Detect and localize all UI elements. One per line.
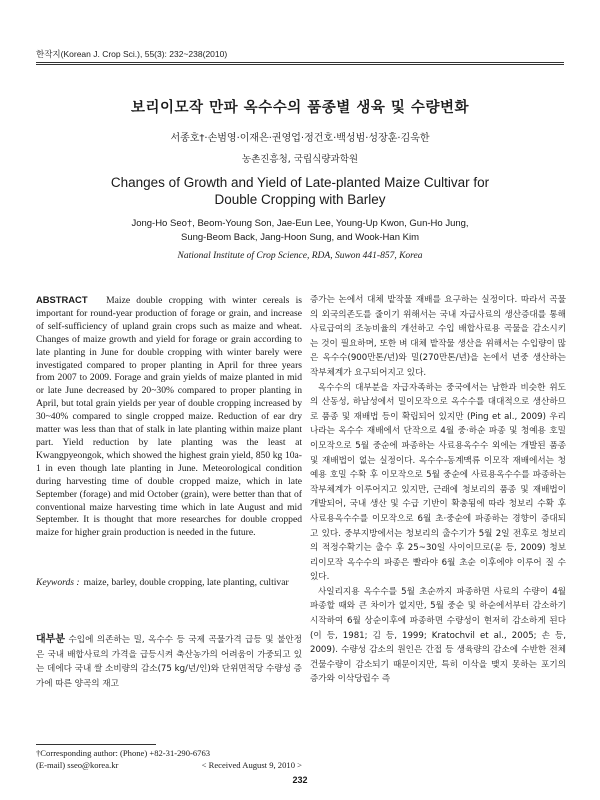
english-title [60,174,540,208]
keywords [36,576,302,589]
header-rule [36,62,564,63]
english-title-line2: Double Cropping with Barley [214,192,386,207]
english-title-line1: Changes of Growth and Yield of Late-planted Maize Cultivar for [110,175,490,190]
english-authors-line2: Sung-Beom Back, Jang-Hoon Sung, and Wook-Han Kim [181,232,419,243]
abstract [36,294,302,540]
intro-paragraph-left [36,633,302,691]
page-number: 232 [292,775,308,785]
footnote [36,748,302,771]
english-authors [60,217,540,245]
right-column [310,293,566,687]
right-paragraph-1: 증가는 논에서 대체 밭작물 재배를 요구하는 실정이다. 따라서 곡물의 외국의존도를 줄이기 위해서는 국내 자급사료의 생산증대를 통해 사료급여의 조농비율의 개선하고 수입 배합사료용 곡물을 감소시키는 것이 필요하며, 또한 벼 대체 밭작물 생산을 위해서는 수입량이 많은 옥수수(900만톤/년)와 밀(270만톤/년)을 논에서 년중 생산하는 작부체계가 요구되어지고 있다. [310,295,566,378]
right-paragraph-3: 사일리지용 옥수수를 5월 초순까지 파종하면 사료의 수량이 4월 파종할 때와 큰 차이가 없지만, 5월 중순 및 하순에서부터 감소하기 시작하여 6월 상순이후에 파종하면 수량성이 현저히 감소하게 된다(이 등, 1981; 김 등, 1999; Kratochvil et al., 2005; 손 등, 2009). 수량성 감소의 원인은 간접 등 생육량의 감소에 수반한 전체 건물수량이 감소되기 때문이지만, 특히 이삭을 맺지 못하는 포기의 증가와 이삭당립수 즉 [310,586,566,685]
abstract-text: Maize double cropping with winter cereals is important for round-year production of forage or grain, and increase of self-sufficiency of upland grain crops such as maize and wheat. Changes of maize growth and yield for forage or grain according to late planting in June for double cropping with winter barely were investigated compared to proper planting in April for three years from 2007 to 2009. Forage and grain yields of maize planted in mid or late June decreased by 20~30% compared to proper planting in April, but total grain yields per year of double cropping increased by 30~40% compared to single cropped maize. Reduction of ear dry matter was less than that of stalk in late planting within maize plant part. Yield reduction by late planting was the least at Kwangpyeongok, which showed the highest grain yield, 850 kg 10a-1 in even though late planting in June. Meteorological condition during harvesting time of double cropped maize, which in late September (forage) and mid October (grain), were better than that of conventional maize harvesting time which in late August and mid September. It is thought that more researches for double cropped maize for higher grain production is needed in the future. [36,295,302,539]
header-rule-thin [36,64,564,65]
keywords-values: maize, barley, double cropping, late planting, cultivar [83,577,289,588]
journal-header: 한작지(Korean J. Crop Sci.), 55(3): 232~238(2010) [36,49,228,59]
abstract-label: ABSTRACT [36,294,88,305]
footnote-received: < Received August 9, 2010 > [201,759,302,770]
korean-authors: 서종호†·손범영·이재은·권영업·정건호·백성범·성장훈·김욱한 [170,133,430,144]
intro-text-left: 수입에 의존하는 밀, 옥수수 등 국제 곡물가격 급등 및 불안정은 국내 배합사료의 가격을 급등시켜 축산농가의 어려움이 가중되고 있는 데에다 국내 쌀 소비량의 감소(75 kg/년/인)와 단위면적당 수량성 증가에 따른 양곡의 재고 [36,635,302,689]
intro-lead-word: 대부분 [36,634,65,645]
korean-affiliation: 농촌진흥청, 국립식량과학원 [241,154,359,165]
footnote-corresponding: †Corresponding author: (Phone) +82-31-290-6763 [36,748,211,758]
english-authors-line1: Jong-Ho Seo†, Beom-Young Son, Jae-Eun Lee, Young-Up Kwon, Gun-Ho Jung, [131,218,469,229]
keywords-label: Keywords : [36,577,80,588]
right-paragraph-2: 옥수수의 대부분을 자급자족하는 중국에서는 남한과 비슷한 위도의 산동성, 하남성에서 밀이모작으로 옥수수를 대대적으로 생산하므로 품종 및 재배법 등이 확립되어 있지만 (Ping et al., 2009) 우리나라는 옥수수 재배에서 단작으로 4월 중·하순 파종 및 청예용 호밀 이모작으로 5월 중순에 파종하는 사료용옥수수 외에는 개발된 품종 및 재배법이 없는 실정이다. 옥수수-동계맥류 이모작 재배에서는 청예용 호밀 수확 후 이모작으로 5월 중순에 사료용옥수수를 파종하는 작부체계가 이루어지고 있지만, 근래에 청보리의 품종 및 재배법이 개발되어, 국내 생산 및 수급 기반이 확충됨에 따라 청보리 수확 후 사료용옥수수를 이모작으로 6월 초·중순에 파종하는 경향이 증대되고 있다. 중부지방에서는 청보리의 출수기가 5월 2일 전후로 청보리의 적정수확기는 출수 후 25~30일 사이이므로(윤 등, 2009) 청보리이모작 옥수수의 파종은 빨라야 6월 초순 이후에야 이루어 질 수 있다. [310,382,566,583]
footnote-rule [36,744,156,745]
footnote-email: (E-mail) sseo@korea.kr [36,759,119,770]
korean-title: 보리이모작 만파 옥수수의 품종별 생육 및 수량변화 [131,100,469,116]
english-affiliation: National Institute of Crop Science, RDA, Suwon 441-857, Korea [177,251,423,261]
